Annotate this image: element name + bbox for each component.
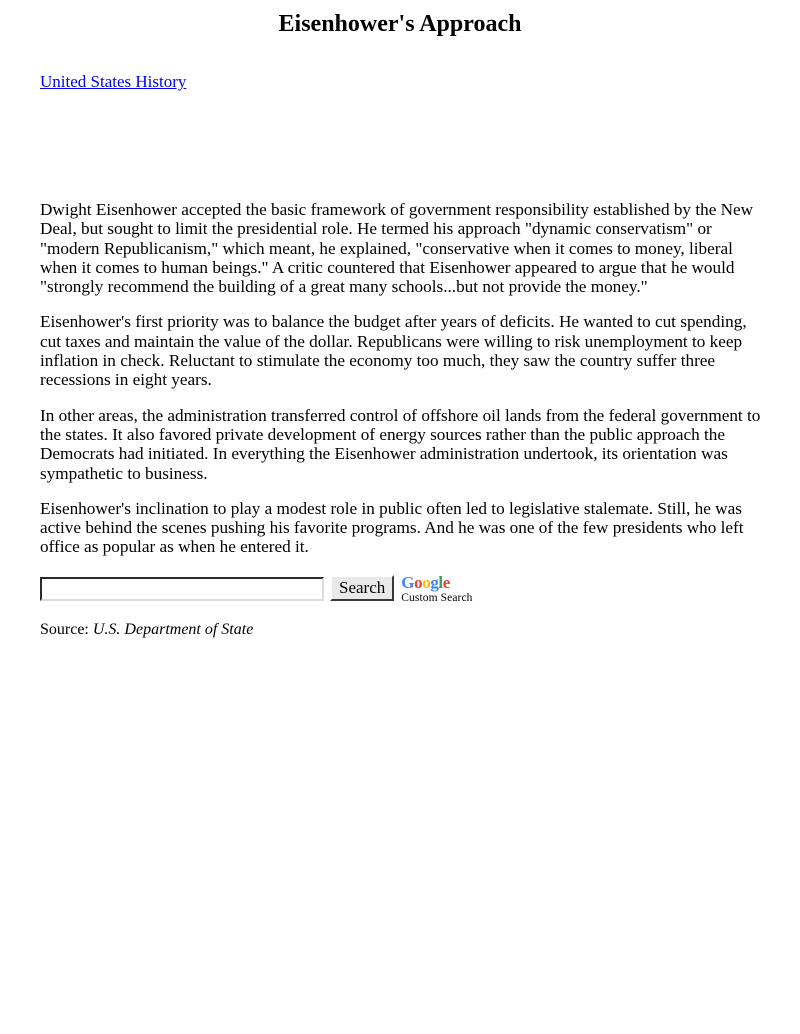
nav-link-united-states-history[interactable]: United States History — [40, 72, 187, 91]
article-body — [40, 200, 768, 557]
source-label: Source: — [40, 620, 89, 638]
google-logo-letter: o — [422, 572, 431, 592]
article-paragraph: In other areas, the administration transferred control of offshore oil lands from the federal government to the states. It also favored private development of energy sources rather than the public approach the Democrats had initiated. In everything the Eisenhower administration undertook, its orientation was sympathetic to business. — [40, 405, 761, 483]
google-logo-icon — [401, 574, 472, 591]
search-button[interactable]: Search — [330, 575, 394, 601]
google-logo-letter: e — [442, 572, 450, 592]
article-paragraph: Dwight Eisenhower accepted the basic framework of government responsibility established by the New Deal, but sought to limit the presidential role. He termed his approach "dynamic conservatism" or "modern Republicanism," which meant, he explained, "conservative when it comes to money, liberal when it comes to human beings." A critic countered that Eisenhower appeared to argue that he would "strongly recommend the building of a great many schools...but not provide the money." — [40, 200, 754, 297]
custom-search-label: Custom Search — [401, 591, 473, 604]
search-input[interactable] — [40, 577, 324, 601]
article-paragraph: Eisenhower's first priority was to balance the budget after years of deficits. He wanted to cut spending, cut taxes and maintain the value of the dollar. Republicans were willing to risk unemployment to keep inflation in check. Reluctant to stimulate the economy too much, they saw the country suffer three recessions in eight years. — [40, 312, 747, 390]
ad-placeholder-slot — [40, 92, 800, 200]
google-custom-search-brand — [401, 574, 472, 604]
breadcrumb — [40, 72, 800, 92]
source-line — [40, 621, 800, 639]
google-logo-letter: l — [438, 572, 443, 592]
google-logo-letter: g — [430, 572, 439, 592]
search-form — [40, 573, 800, 607]
page-title: Eisenhower's Approach — [278, 11, 522, 37]
google-logo-letter: G — [401, 572, 415, 592]
source-value: U.S. Department of State — [92, 620, 254, 638]
article-paragraph: Eisenhower's inclination to play a modest role in public often led to legislative stalemate. Still, he was active behind the scenes pushing his favorite programs. And he was one of the few presidents who left office as popular as when he entered it. — [40, 498, 744, 557]
google-logo-letter: o — [414, 572, 423, 592]
page-root — [0, 10, 800, 639]
